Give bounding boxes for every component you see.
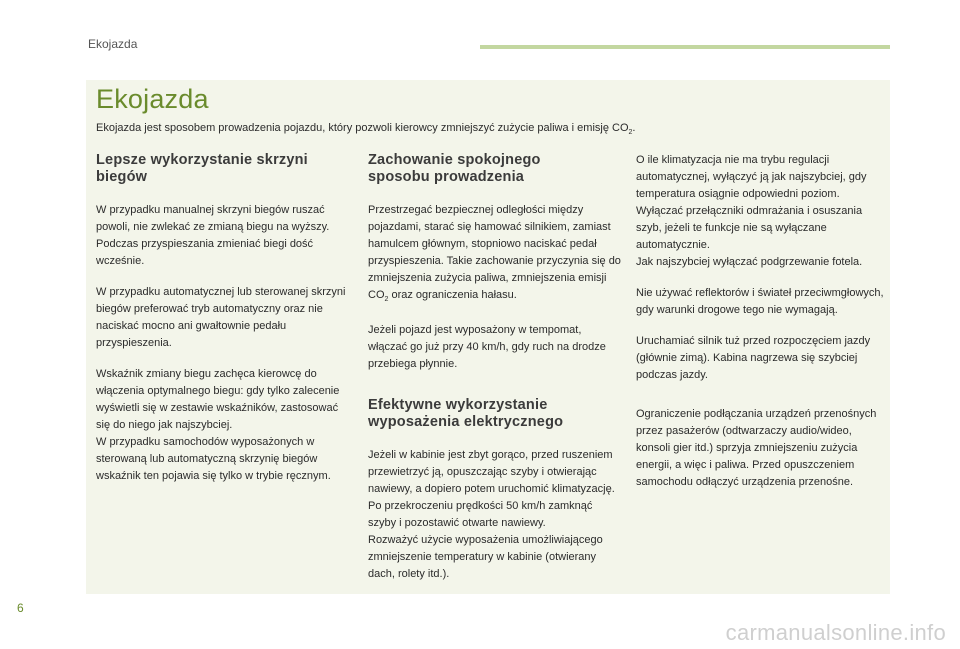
watermark: carmanualsonline.info bbox=[725, 620, 946, 645]
paragraph-ventilation-a: Jeżeli w kabinie jest zbyt gorąco, przed ruszeniem przewietrzyć ją, opuszczając szyby i otwierając nawiewy, a dopiero potem uruchomić klimatyzację. bbox=[368, 449, 615, 496]
paragraph-climate-a: O ile klimatyzacja nie ma trybu regulacji automatycznej, wyłączyć ją jak najszybciej, gdy temperatura osiągnie odpowiedni poziom. bbox=[636, 154, 867, 200]
paragraph-climate-b: Wyłączać przełączniki odmrażania i osuszania szyb, jeżeli te funkcje nie są wyłączane automatycznie. bbox=[636, 205, 863, 251]
section-label: Ekojazda bbox=[88, 37, 138, 51]
paragraph-climate-c: Jak najszybciej wyłączać podgrzewanie fotela. bbox=[636, 256, 863, 268]
paragraph-lights: Nie używać reflektorów i świateł przeciwmgłowych, gdy warunki drogowe tego nie wymagają. bbox=[636, 287, 884, 316]
paragraph-indicator bbox=[96, 366, 351, 485]
page-number: 6 bbox=[17, 601, 24, 615]
column-driving bbox=[368, 152, 623, 583]
paragraph-portable-devices: Ograniczenie podłączania urządzeń przenośnych przez pasażerów (odtwarzaczy audio/wideo, konsoli gier itd.) sprzyja zmniejszeniu zużycia energii, a więc i paliwa. Przed opuszczeniem samochodu odłączyć urządzenia przenośne. bbox=[636, 408, 877, 488]
intro-main: Ekojazda jest sposobem prowadzenia pojazdu, który pozwoli kierowcy zmniejszyć zużycie paliwa i emisję CO bbox=[96, 122, 629, 134]
heading-gearbox bbox=[96, 152, 351, 186]
paragraph-ventilation bbox=[368, 447, 623, 583]
paragraph-automatic: W przypadku automatycznej lub sterowanej skrzyni biegów preferować tryb automatyczny oraz nie naciskać mocno ani gwałtownie pedału przyspieszenia. bbox=[96, 286, 346, 349]
column-gearbox bbox=[96, 152, 351, 485]
page-title: Ekojazda bbox=[96, 84, 209, 114]
paragraph-cruise: Jeżeli pojazd jest wyposażony w tempomat, włączać go już przy 40 km/h, gdy ruch na drodze przebiega płynnie. bbox=[368, 324, 606, 371]
paragraph-ventilation-c: Rozważyć użycie wyposażenia umożliwiającego zmniejszenie temperatury w kabinie (otwierany dach, rolety itd.). bbox=[368, 534, 603, 581]
paragraph-indicator-b: W przypadku samochodów wyposażonych w sterowaną lub automatyczną skrzynię biegów wskaźnik ten pojawia się tylko w trybie ręcznym. bbox=[96, 436, 331, 482]
paragraph-engine-start: Uruchamiać silnik tuż przed rozpoczęciem jazdy (głównie zimą). Kabina nagrzewa się szybciej podczas jazdy. bbox=[636, 335, 871, 381]
paragraph-distance-main: Przestrzegać bezpiecznej odległości między pojazdami, starać się hamować silnikiem, zamiast hamulcem głównym, stopniowo naciskać pedał przyspieszenia. Takie zachowanie przyczynia się do zmniejszenia zużycia paliwa, zmniejszenia emisji CO bbox=[368, 204, 621, 301]
paragraph-distance-end: oraz ograniczenia hałasu. bbox=[388, 289, 517, 301]
heading-electrical-line2: wyposażenia elektrycznego bbox=[368, 414, 564, 431]
heading-electrical bbox=[368, 397, 623, 431]
intro-subscript: 2 bbox=[628, 129, 633, 137]
paragraph-distance bbox=[368, 202, 623, 308]
column-equipment bbox=[636, 152, 886, 505]
heading-calm-line1: Zachowanie spokojnego bbox=[368, 152, 541, 168]
paragraph-ventilation-b: Po przekroczeniu prędkości 50 km/h zamknąć szyby i pozostawić otwarte nawiewy. bbox=[368, 500, 593, 530]
paragraph-indicator-a: Wskaźnik zmiany biegu zachęca kierowcę do włączenia optymalnego biegu: gdy tylko zalecenie wyświetli się w zestawie wskaźników, zastosować się do niego jak najszybciej. bbox=[96, 368, 340, 431]
intro-text bbox=[96, 122, 635, 136]
heading-gearbox-line2: biegów bbox=[96, 169, 148, 185]
heading-electrical-line1: Efektywne wykorzystanie bbox=[368, 397, 548, 414]
header-rule bbox=[480, 45, 890, 49]
intro-end: . bbox=[632, 122, 636, 134]
paragraph-distance-sub: 2 bbox=[384, 296, 389, 304]
heading-calm-line2: sposobu prowadzenia bbox=[368, 169, 525, 185]
heading-calm-driving bbox=[368, 152, 623, 186]
heading-gearbox-line1: Lepsze wykorzystanie skrzyni bbox=[96, 152, 308, 168]
paragraph-manual: W przypadku manualnej skrzyni biegów ruszać powoli, nie zwlekać ze zmianą biegu na wyższy. Podczas przyspieszania zmieniać biegi dość wcześnie. bbox=[96, 204, 330, 267]
paragraph-climate bbox=[636, 152, 886, 271]
